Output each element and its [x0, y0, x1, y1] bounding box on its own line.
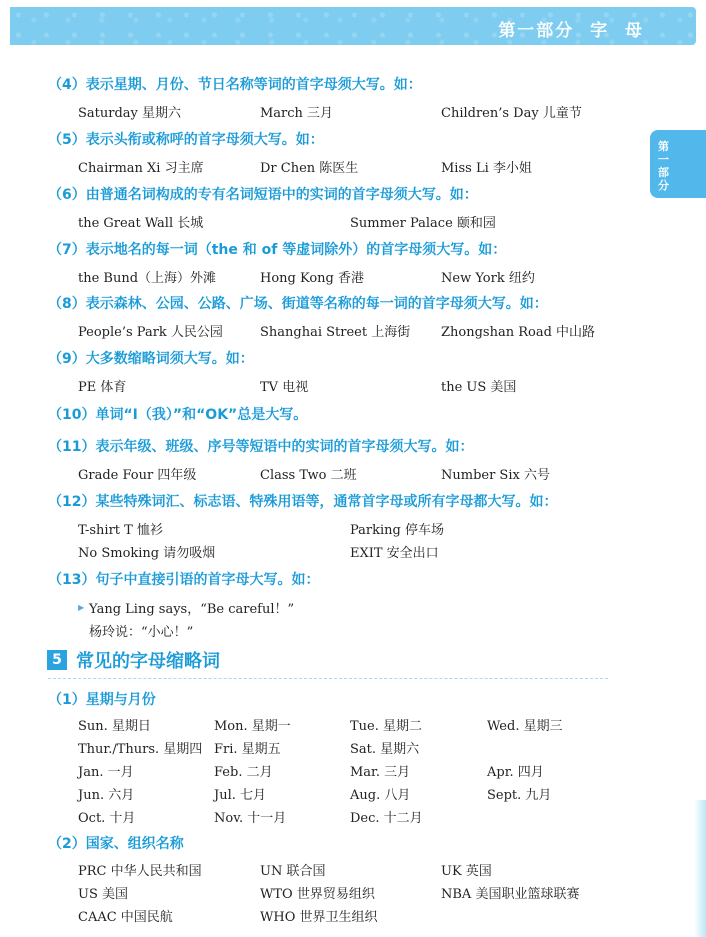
example-item: No Smoking 请勿吸烟 [78, 546, 216, 561]
rule-heading: （12）某些特殊词汇、标志语、特殊用语等，通常首字母或所有字母都大写。如： [48, 494, 558, 510]
example-item: Zhongshan Road 中山路 [441, 325, 596, 340]
abbr-item: Tue. 星期二 [350, 719, 423, 734]
triangle-bullet-icon: ▶ [78, 603, 85, 612]
abbr-item: CAAC 中国民航 [78, 910, 173, 925]
rule-heading: （10）单词“I（我）”和“OK”总是大写。 [48, 407, 308, 423]
example-item: Yang Ling says，“Be careful！” [89, 602, 295, 617]
abbr-item: Jul. 七月 [214, 788, 267, 803]
example-item: March 三月 [260, 106, 334, 121]
abbr-item: Thur./Thurs. 星期四 [78, 742, 203, 757]
page-edge-decoration [694, 800, 706, 937]
section-number: 5 [47, 650, 67, 670]
abbr-item: US 美国 [78, 887, 128, 902]
abbr-item: NBA 美国职业篮球联赛 [441, 887, 580, 902]
abbr-item: Sat. 星期六 [350, 742, 420, 757]
abbr-item: Sun. 星期日 [78, 719, 151, 734]
header-title: 第一部分 字 母 [498, 21, 644, 41]
dashed-divider [48, 678, 608, 680]
example-item: the US 美国 [441, 380, 517, 395]
abbr-item: PRC 中华人民共和国 [78, 864, 202, 879]
example-item: Number Six 六号 [441, 468, 550, 483]
example-item: Children’s Day 儿童节 [441, 106, 582, 121]
header-bar [10, 7, 696, 45]
example-item: Class Two 二班 [260, 468, 357, 483]
rule-heading: （9）大多数缩略词须大写。如： [48, 351, 254, 367]
example-item: TV 电视 [260, 380, 309, 395]
abbr-item: Dec. 十二月 [350, 811, 423, 826]
example-item: Grade Four 四年级 [78, 468, 197, 483]
example-item: Dr Chen 陈医生 [260, 161, 359, 176]
abbr-item: Nov. 十一月 [214, 811, 287, 826]
rule-heading: （13）句子中直接引语的首字母大写。如： [48, 572, 320, 588]
example-item: the Great Wall 长城 [78, 216, 204, 231]
rule-heading: （4）表示星期、月份、节日名称等词的首字母须大写。如： [48, 77, 422, 93]
example-item: Shanghai Street 上海街 [260, 325, 411, 340]
abbr-item: Aug. 八月 [350, 788, 411, 803]
sub-heading: （2）国家、组织名称 [48, 836, 184, 852]
side-tab-char: 部 [658, 166, 669, 179]
abbr-item: Sept. 九月 [487, 788, 552, 803]
example-item: 杨玲说：“小心！” [89, 625, 194, 640]
abbr-item: Apr. 四月 [487, 765, 544, 780]
example-item: Chairman Xi 习主席 [78, 161, 204, 176]
rule-heading: （6）由普通名词构成的专有名词短语中的实词的首字母须大写。如： [48, 187, 478, 203]
abbr-item: Feb. 二月 [214, 765, 273, 780]
abbr-item: Wed. 星期三 [487, 719, 563, 734]
example-item: Hong Kong 香港 [260, 271, 365, 286]
side-tab-label [658, 140, 672, 192]
example-item: the Bund（上海）外滩 [78, 271, 217, 286]
abbr-item: WTO 世界贸易组织 [260, 887, 375, 902]
sub-heading: （1）星期与月份 [48, 692, 156, 708]
side-tab-char: 第 [658, 140, 669, 153]
abbr-item: Mar. 三月 [350, 765, 411, 780]
abbr-item: Mon. 星期一 [214, 719, 291, 734]
rule-heading: （8）表示森林、公园、公路、广场、街道等名称的每一词的首字母须大写。如： [48, 296, 548, 312]
side-tab-char: 一 [658, 153, 669, 166]
abbr-item: Fri. 星期五 [214, 742, 281, 757]
example-item: Miss Li 李小姐 [441, 161, 532, 176]
rule-heading: （7）表示地名的每一词（the 和 of 等虚词除外）的首字母须大写。如： [48, 242, 507, 258]
abbr-item: UK 英国 [441, 864, 492, 879]
abbr-item: WHO 世界卫生组织 [260, 910, 378, 925]
abbr-item: UN 联合国 [260, 864, 326, 879]
rule-heading: （11）表示年级、班级、序号等短语中的实词的首字母须大写。如： [48, 439, 474, 455]
rule-heading: （5）表示头衔或称呼的首字母须大写。如： [48, 132, 324, 148]
example-item: Summer Palace 颐和园 [350, 216, 496, 231]
example-item: New York 纽约 [441, 271, 535, 286]
side-tab [650, 130, 706, 198]
abbr-item: Jan. 一月 [78, 765, 134, 780]
example-item: T-shirt T 恤衫 [78, 523, 163, 538]
example-item: EXIT 安全出口 [350, 546, 439, 561]
example-item: Parking 停车场 [350, 523, 444, 538]
example-item: People’s Park 人民公园 [78, 325, 223, 340]
section-title: 常见的字母缩略词 [76, 651, 220, 672]
side-tab-char: 分 [658, 179, 669, 192]
abbr-item: Oct. 十月 [78, 811, 136, 826]
abbr-item: Jun. 六月 [78, 788, 135, 803]
example-item: Saturday 星期六 [78, 106, 182, 121]
example-item: PE 体育 [78, 380, 127, 395]
